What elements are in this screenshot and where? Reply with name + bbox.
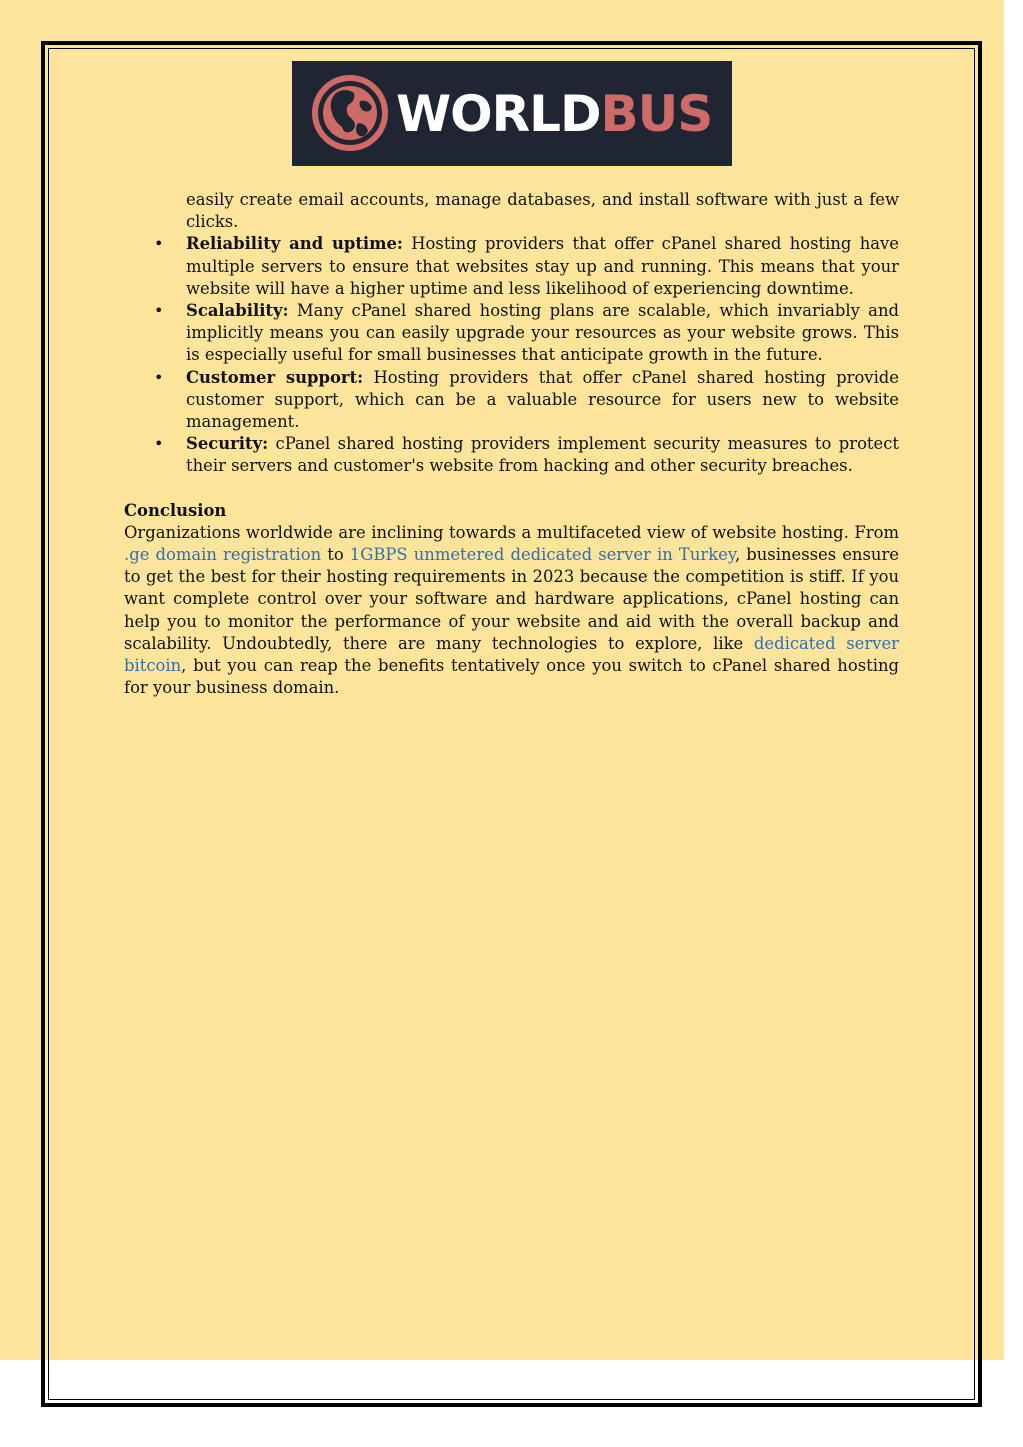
list-item bbox=[124, 367, 899, 434]
list-item-term: Security: bbox=[186, 434, 269, 454]
document-body bbox=[124, 189, 899, 699]
ge-domain-registration-link[interactable]: .ge domain registration bbox=[124, 545, 322, 565]
svg-text:WORLDBUS bbox=[396, 85, 712, 143]
bullet-icon: • bbox=[154, 234, 164, 254]
intro-continuation: easily create email accounts, manage databases, and install software with just a few clicks. bbox=[186, 190, 899, 232]
list-item bbox=[124, 433, 899, 477]
conclusion-text: , businesses ensure to get the best for their hosting requirements in 2023 because the competition is stiff. If you want complete control over your software and hardware applications, cPanel hosting can help you to monitor the performance of your website and aid with the overall backup and scalability. Undoubtedly, there are many technologies to explore, like bbox=[124, 545, 899, 653]
list-item-text: Hosting providers that offer cPanel shared hosting have multiple servers to ensure that websites stay up and running. This means that your website will have a higher uptime and less likelihood of experiencing downtime. bbox=[186, 234, 900, 298]
conclusion-text: , but you can reap the benefits tentatively once you switch to cPanel shared hosting for your business domain. bbox=[124, 656, 899, 698]
conclusion-heading: Conclusion bbox=[124, 500, 227, 520]
globe-icon bbox=[315, 78, 385, 148]
logo-text-world: WORLD bbox=[396, 85, 601, 143]
logo-text-bus: BUS bbox=[600, 85, 713, 143]
bullet-icon: • bbox=[154, 301, 164, 321]
worldbus-logo bbox=[292, 61, 732, 166]
list-item-term: Customer support: bbox=[186, 367, 364, 387]
bullet-icon: • bbox=[154, 434, 164, 454]
features-list bbox=[124, 233, 899, 477]
dedicated-server-turkey-link[interactable]: 1GBPS unmetered dedicated server in Turkey bbox=[349, 545, 735, 565]
list-item-term: Reliability and uptime: bbox=[186, 234, 403, 254]
conclusion-text: Organizations worldwide are inclining towards a multifaceted view of website hosting. From bbox=[124, 522, 899, 542]
list-item-text: cPanel shared hosting providers implement security measures to protect their servers and customer's website from hacking and other security breaches. bbox=[186, 434, 899, 476]
list-item-text: Many cPanel shared hosting plans are scalable, which invariably and implicitly means you can easily upgrade your resources as your website grows. This is especially useful for small businesses that anticipate growth in the future. bbox=[186, 301, 899, 365]
conclusion-text: to bbox=[321, 545, 350, 565]
bullet-icon: • bbox=[154, 367, 164, 387]
list-item bbox=[124, 300, 899, 367]
conclusion-paragraph bbox=[124, 522, 899, 700]
list-item-term: Scalability: bbox=[186, 301, 289, 321]
dedicated-server-bitcoin-link[interactable]: dedicated server bitcoin bbox=[124, 633, 899, 676]
list-item-text: Hosting providers that offer cPanel shared hosting provide customer support, which can be a valuable resource for users new to website management. bbox=[186, 367, 900, 432]
list-item bbox=[124, 233, 899, 300]
